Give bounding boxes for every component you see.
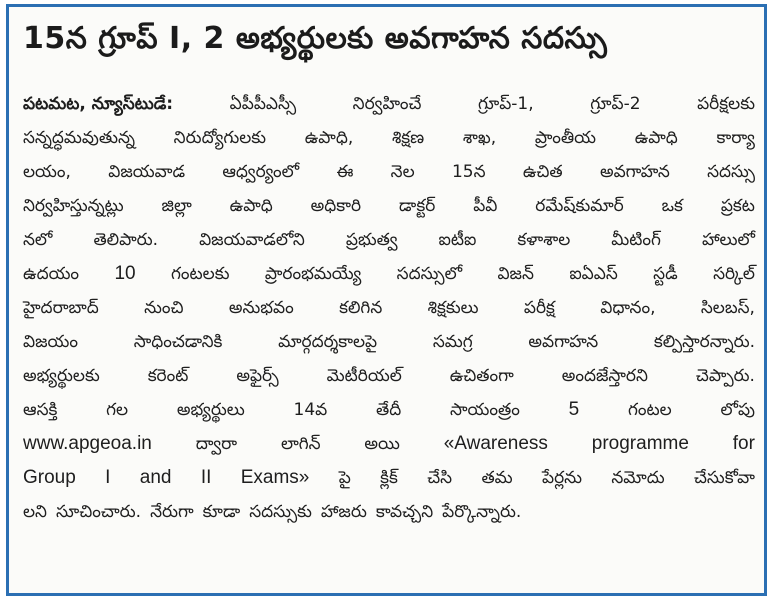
article-word: అఫైర్స్	[236, 366, 279, 386]
article-word: శాఖ,	[462, 128, 497, 148]
article-word: సన్నద్ధమవుతున్న	[23, 128, 135, 148]
article-word: మీటింగ్	[611, 230, 661, 250]
article-word: ఉచిత	[522, 162, 563, 182]
article-word: తెలిపారు.	[93, 230, 159, 250]
article-word: లాగిన్	[280, 434, 321, 454]
headline: 15న గ్రూప్ I, 2 అభ్యర్థులకు అవగాహన సదస్సు	[23, 21, 608, 56]
article-word: నెల	[390, 162, 415, 182]
article-word: అధికారి	[310, 196, 362, 216]
article-word: కరెంట్	[147, 366, 189, 386]
article-word: శిక్షణ	[391, 128, 425, 148]
article-word: నమోదు	[611, 468, 665, 488]
article-word: 15న	[451, 162, 486, 182]
article-line	[23, 461, 755, 495]
article-word: అందజేస్తారని	[561, 366, 648, 386]
article-word: అవగాహన	[599, 162, 670, 182]
article-line	[23, 155, 755, 189]
article-word: హైదరాబాద్	[23, 298, 99, 318]
article-word: సాయంత్రం	[450, 400, 520, 420]
article-word: for	[732, 433, 755, 454]
article-word: ప్రభుత్వ	[345, 230, 398, 250]
article-word: లని	[23, 502, 47, 522]
article-word: 10	[114, 263, 136, 284]
article-word: ఐటీఐ	[438, 230, 477, 250]
article-word: 14వ	[293, 400, 328, 420]
article-word: చెప్పారు.	[695, 366, 755, 386]
article-word: and	[139, 467, 172, 488]
article-word: ఉపాధి	[229, 196, 273, 216]
article-line	[23, 359, 755, 393]
article-word: కలిగిన	[339, 298, 383, 318]
article-word: I	[105, 467, 111, 488]
article-line	[23, 393, 755, 427]
article-word: «Awareness	[443, 433, 548, 454]
article-word: జిల్లా	[161, 196, 192, 216]
article-word: ఈ	[336, 162, 354, 182]
article-body	[23, 87, 755, 529]
article-word: పేర్లను	[542, 468, 582, 488]
article-word: గ్రూప్-1,	[477, 94, 534, 114]
article-word: ఉదయం	[23, 264, 80, 284]
article-word: సదస్సులో	[396, 264, 463, 284]
article-word: పరీక్షలకు	[697, 94, 755, 114]
article-word: Exams»	[240, 467, 310, 488]
article-word: ఐఏఎస్	[569, 264, 618, 284]
article-word: అవగాహన	[528, 332, 599, 352]
article-word: ద్వారా	[195, 434, 238, 454]
article-word: ప్రాంతీయ	[534, 128, 596, 148]
article-word: తేదీ	[376, 400, 402, 420]
article-word: విజయవాడలోని	[199, 230, 305, 250]
article-word: సదస్సుకు	[249, 502, 312, 522]
article-word: కల్పిస్తారన్నారు.	[653, 332, 755, 352]
article-word: గ్రూప్-2	[590, 94, 641, 114]
article-word: ఉపాధి	[634, 128, 678, 148]
article-word: హాలులో	[701, 230, 755, 250]
article-word: మార్గదర్శకాలపై	[278, 332, 378, 352]
article-word: రమేష్‌కుమార్	[535, 196, 624, 216]
article-word: విధానం,	[600, 298, 656, 318]
article-line	[23, 495, 755, 529]
article-word: నలో	[23, 230, 53, 250]
article-line	[23, 325, 755, 359]
article-word: నిర్వహించే	[352, 94, 422, 114]
article-word: ప్రకట	[720, 196, 755, 216]
article-word: విజన్	[497, 264, 534, 284]
article-line	[23, 223, 755, 257]
newspaper-clipping	[6, 4, 767, 596]
article-line	[23, 87, 755, 121]
article-word: ఉచితంగా	[449, 366, 514, 386]
article-word: పై	[338, 468, 351, 488]
article-word: www.apgeoa.in	[23, 433, 152, 454]
article-word: అభ్యర్థులకు	[23, 366, 100, 386]
article-line	[23, 121, 755, 155]
article-word: ఆధ్వర్యంలో	[222, 162, 300, 182]
article-word: ప్రారంభమయ్యే	[264, 264, 362, 284]
article-word: కార్యా	[716, 128, 755, 148]
article-word: పరీక్ష	[523, 298, 555, 318]
article-word: పేర్కొన్నారు.	[442, 502, 522, 522]
article-word: మెటీరియల్	[326, 366, 402, 386]
article-word: 5	[568, 399, 580, 420]
article-word: నేరుగా	[150, 502, 194, 522]
article-word: చేసి	[427, 468, 453, 488]
article-word: నిరుద్యోగులకు	[173, 128, 267, 148]
article-word: సిలబస్,	[700, 298, 755, 318]
article-word: పీవీ	[473, 196, 498, 216]
article-word: II	[200, 467, 212, 488]
article-word: సదస్సు	[707, 162, 755, 182]
article-word: అభ్యర్థులు	[176, 400, 245, 420]
article-word: లోపు	[720, 400, 755, 420]
article-word: శిక్షకులు	[427, 298, 479, 318]
article-word: క్లిక్	[380, 468, 398, 488]
article-line	[23, 189, 755, 223]
article-line	[23, 427, 755, 461]
article-word: సర్కిల్	[713, 264, 755, 284]
article-word: సమగ్ర	[432, 332, 473, 352]
article-word: అయి	[364, 434, 400, 454]
article-word: కూడా	[202, 502, 241, 522]
article-word: విజయం	[23, 332, 78, 352]
article-word: విజయవాడ	[108, 162, 186, 182]
article-word: సాధించడానికి	[133, 332, 223, 352]
article-word: హాజరు	[320, 502, 367, 522]
article-word: అనుభవం	[228, 298, 294, 318]
article-word: programme	[591, 433, 689, 454]
article-word: ఒక	[661, 196, 683, 216]
article-word: ఉపాధి,	[304, 128, 354, 148]
article-word: గంటలకు	[170, 264, 230, 284]
article-word: చేసుకోవా	[693, 468, 755, 488]
article-word: కళాశాల	[517, 230, 571, 250]
article-word: గల	[106, 400, 129, 420]
article-word: సూచించారు.	[56, 502, 142, 522]
article-word: నుంచి	[144, 298, 184, 318]
article-word: కావచ్చని	[375, 502, 434, 522]
article-word: ఆసక్తి	[23, 400, 58, 420]
article-word: Group	[23, 467, 76, 488]
article-word: డాక్టర్	[398, 196, 436, 216]
article-line	[23, 291, 755, 325]
article-word: ఏపీపీఎస్సీ	[229, 94, 297, 114]
article-word: స్టడీ	[653, 264, 678, 284]
article-line	[23, 257, 755, 291]
article-word: గంటల	[627, 400, 672, 420]
dateline: పటమట, న్యూస్‌టుడే:	[23, 94, 174, 114]
article-word: లయం,	[23, 162, 71, 182]
article-word: నిర్వహిస్తున్నట్లు	[23, 196, 124, 216]
article-word: తమ	[481, 468, 513, 488]
